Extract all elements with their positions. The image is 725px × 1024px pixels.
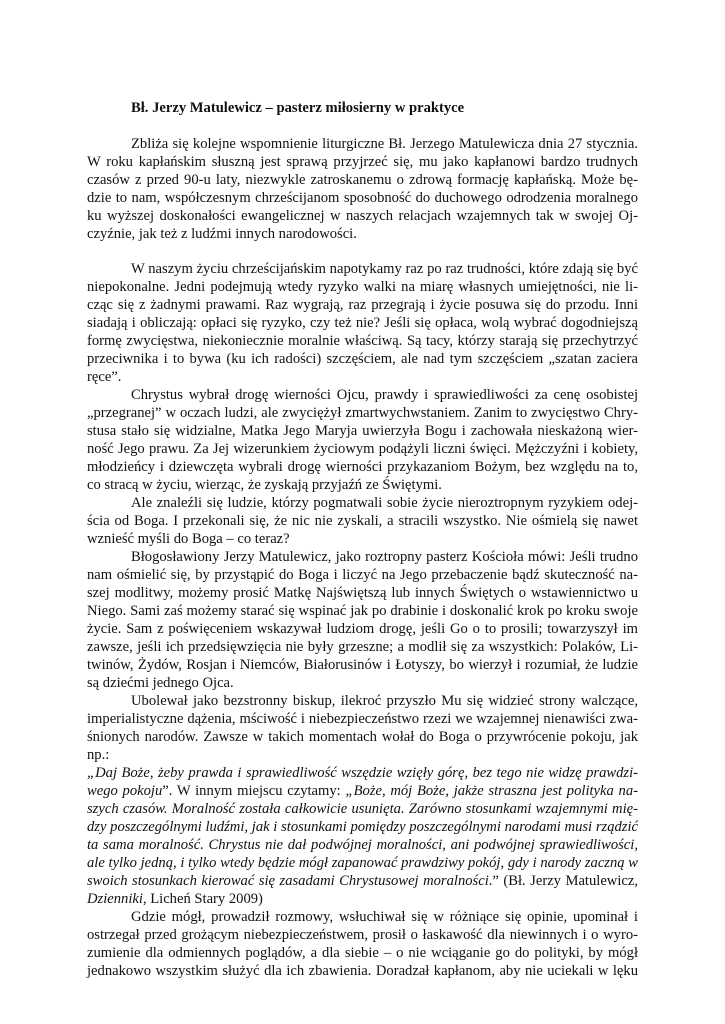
text-line: Ubolewał jako bezstronny biskup, ilekroć przyszło Mu się widzieć strony walczące, xyxy=(131,693,638,709)
text-line: „Daj Boże, żeby prawda i sprawiedliwość wszędzie wzięły górę, bez tego nie widzę prawdzi- xyxy=(87,765,638,781)
text-line: ostrzegał przed grożącym niebezpieczeństwem, prosił o łaskawość dla niewinnych i o wyro- xyxy=(87,927,638,943)
text-line: „przegranej” w oczach ludzi, ale zwyciężył zmartwychwstaniem. Zanim to zwycięstwo Chry- xyxy=(87,405,638,421)
text-line: Dzienniki, Licheń Stary 2009) xyxy=(87,891,263,907)
text-line: co stracą w życiu, wierząc, że zyskają przyjaźń ze Świętymi. xyxy=(87,477,442,493)
text-line: czasów z przed 90-u laty, niezwykle zatroskanemu o zdrową formację kapłańską. Może bę- xyxy=(87,172,638,188)
text-line: są dziećmi jednego Ojca. xyxy=(87,675,234,691)
text-line: stusa stało się widzialne, Matka Jego Maryja uwierzyła Bogu i zachowała nieskażoną wier- xyxy=(87,423,638,439)
text-line: przeciwnika i to bywa (ku ich radości) szczęściem, ale nad tym szczęściem „szatan zaciera xyxy=(87,351,638,367)
text-line: ręce”. xyxy=(87,369,122,385)
text-line: imperialistyczne dążenia, mściwość i niebezpieczeństwo rzezi we wzajemnej nienawiści zwa- xyxy=(87,711,638,727)
text-line: śnionych narodów. Zawsze w takich momentach wołał do Boga o przywrócenie pokoju, jak xyxy=(87,729,638,745)
text-line: ścia od Boga. I przekonali się, że nic nie zyskali, a stracili wszystko. Nie ośmielą się nawet xyxy=(87,513,638,529)
text-line: W naszym życiu chrześcijańskim napotykamy raz po raz trudności, które zdają się być xyxy=(131,261,638,277)
text-line: Zbliża się kolejne wspomnienie liturgiczne Bł. Jerzego Matulewicza dnia 27 stycznia. xyxy=(131,136,638,152)
text-line: ność Jego prawu. Za Jej wizerunkiem życiowym podążyli liczni święci. Mężczyźni i kobiety, xyxy=(87,441,638,457)
text-line: młodzieńcy i dziewczęta wybrali drogę wierności przykazaniom Bożym, bez względu na to, xyxy=(87,459,638,475)
text-line: ku wyższej doskonałości ewangelicznej w naszych relacjach wzajemnych tak w swojej Oj- xyxy=(87,208,638,224)
text-line: wznieść myśli do Boga – co teraz? xyxy=(87,531,290,547)
text-line: twinów, Żydów, Rosjan i Niemców, Białorusinów i Łotyszy, bo wierzył i rozumiał, że ludzie xyxy=(87,657,638,673)
text-line: czyźnie, jak też z ludźmi innych narodowości. xyxy=(87,226,357,242)
text-line: ta sama moralność. Chrystus nie dał podwójnej moralności, ani podwójnej sprawiedliwości, xyxy=(87,837,638,853)
text-line: szej modlitwy, możemy prosić Matkę Najświętszą lub innych Świętych o wstawiennictwo u xyxy=(87,585,638,601)
text-line: siadają i obliczają: opłaci się ryzyko, czy też nie? Jeśli się opłaca, wolą wybrać dogodniejszą xyxy=(87,315,638,331)
text-line: dzy poszczególnymi ludźmi, jak i stosunkami pomiędzy poszczególnymi narodami musi rządzić xyxy=(87,819,638,835)
text-line: swoich stosunkach kierować się zasadami Chrystusowej moralności.” (Bł. Jerzy Matulewicz, xyxy=(87,873,639,889)
text-line: np.: xyxy=(87,747,110,763)
text-line: Ale znaleźli się ludzie, którzy pogmatwali sobie życie nieroztropnym ryzykiem odej- xyxy=(131,495,638,511)
text-line: zumienie dla odmiennych poglądów, a dla siebie – o nie wciąganie go do polityki, by mógł xyxy=(87,945,638,961)
text-line: ale tylko jedną, i tylko wtedy będzie mógł zapanować prawdziwy pokój, gdy i narody zaczną w xyxy=(87,855,638,871)
text-line: zawsze, jeśli ich przedsięwzięcia nie były grzeszne; a modlił się za wszystkich: Polaków, Li- xyxy=(87,639,638,655)
text-line: nam ośmielić się, by przystąpić do Boga i liczyć na Jego przebaczenie bądź skuteczność na- xyxy=(87,567,638,583)
text-line: jednakowo wszystkim służyć dla ich zbawienia. Doradzał kapłanom, aby nie uciekali w lęku xyxy=(87,963,638,979)
text-line: Niego. Sami zaś możemy starać się wspinać jak po drabinie i doskonalić krok po kroku swoje xyxy=(87,603,638,619)
text-line: Gdzie mógł, prowadził rozmowy, wsłuchiwał się w różniące się opinie, upominał i xyxy=(131,909,638,925)
text-line: formę zwycięstwa, niekoniecznie moralnie właściwą. Są tacy, którzy starają się przechytrzyć xyxy=(87,333,638,349)
text-line: dzie to nam, współczesnym chrześcijanom sposobność do duchowego odrodzenia moralnego xyxy=(87,190,638,206)
text-line: niepokonalne. Jedni podejmują wtedy ryzyko walki na miarę własnych umiejętności, nie li- xyxy=(87,279,638,295)
text-line: W roku kapłańskim słuszną jest sprawą przyjrzeć się, mu jako kapłanowi bardzo trudnych xyxy=(87,154,638,170)
text-line: wego pokoju”. W innym miejscu czytamy: „Boże, mój Boże, jakże straszna jest polityka na- xyxy=(87,783,638,799)
text-line: cząc się z żadnymi prawami. Raz wygrają, raz przegrają i życie posuwa się do przodu. Inni xyxy=(87,297,638,313)
text-line: szych czasów. Moralność została całkowicie usunięta. Zarówno stosunkami wzajemnymi mię- xyxy=(87,801,638,817)
text-line: życie. Sam z poświęceniem wskazywał ludziom drogę, jeśli Go o to prosili; towarzyszył im xyxy=(87,621,638,637)
text-line: Błogosławiony Jerzy Matulewicz, jako roztropny pasterz Kościoła mówi: Jeśli trudno xyxy=(131,549,638,565)
text-line: Chrystus wybrał drogę wierności Ojcu, prawdy i sprawiedliwości za cenę osobistej xyxy=(131,387,638,403)
document-title: Bł. Jerzy Matulewicz – pasterz miłosierny w praktyce xyxy=(131,100,465,116)
